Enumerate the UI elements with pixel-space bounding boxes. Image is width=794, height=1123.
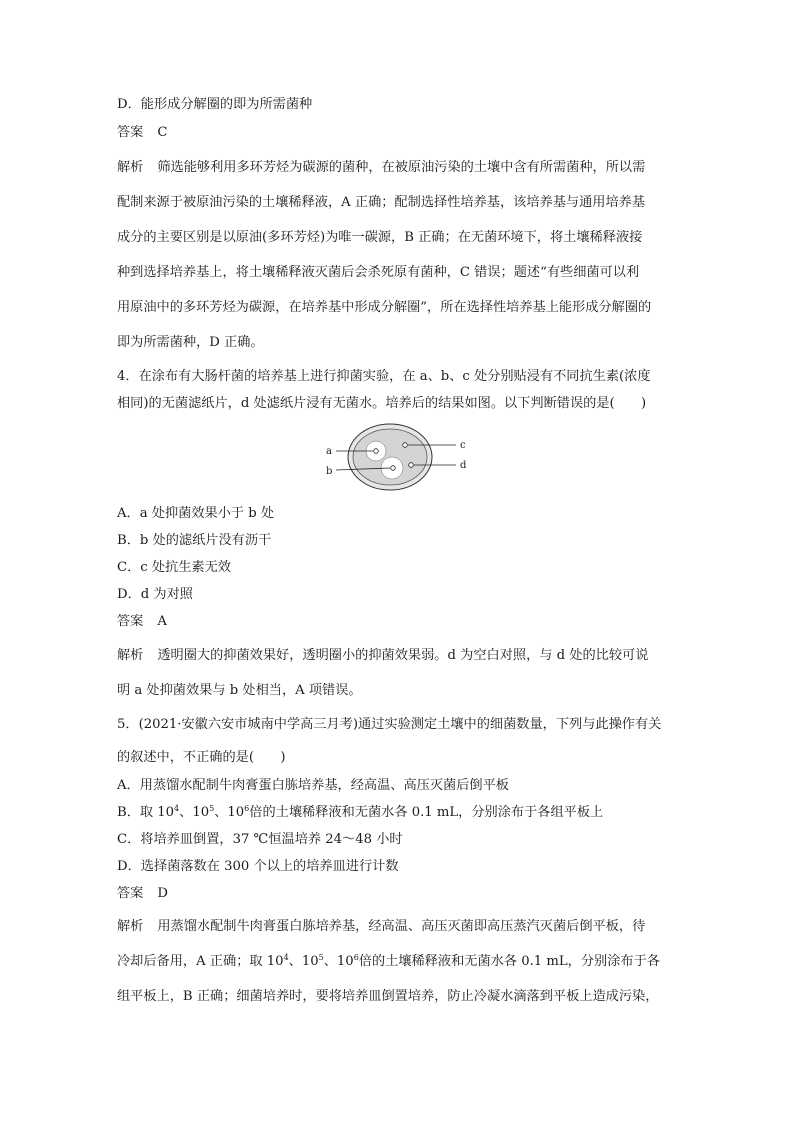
- q5-stem-line-2: 的叙述中，不正确的是( ): [117, 750, 286, 765]
- q4-answer-value: A: [157, 614, 167, 629]
- q5-answer: [117, 885, 168, 903]
- label-a: a: [326, 446, 332, 457]
- q3-explanation-line-6: 即为所需菌种，D 正确。: [117, 335, 264, 350]
- q4-option-c: C．c 处抗生素无效: [117, 560, 231, 575]
- q4-stem-line-2: 相同)的无菌滤纸片，d 处滤纸片浸有无菌水。培养后的结果如图。以下判断错误的是( ): [117, 396, 647, 411]
- q5-stem-line-1: 5．(2021·安徽六安市城南中学高三月考)通过实验测定土壤中的细菌数量，下列与此操作有关: [117, 717, 662, 732]
- q3-explanation-line-3: 成分的主要区别是以原油(多环芳烃)为唯一碳源，B 正确；在无菌环境下，将土壤稀释液接: [117, 230, 643, 245]
- q5-option-b: B．取 $10^4$、$10^5$、$10^6$倍的土壤稀释液和无菌水各 0.1 mL，分别涂布于各组平板上: [117, 804, 604, 820]
- q5-option-a: A．用蒸馏水配制牛肉膏蛋白胨培养基，经高温、高压灭菌后倒平板: [117, 778, 509, 793]
- q5-explanation-line-2: 冷却后备用，A 正确；取 $10^4$、$10^5$、$10^6$倍的土壤稀释液和无菌水各 0.1 mL，分别涂布于各: [117, 953, 660, 969]
- q3-explanation-line-1: 解析 筛选能够利用多环芳烃为碳源的菌种，在被原油污染的土壤中含有所需菌种，所以需: [117, 160, 646, 175]
- q3-explanation-line-4: 种到选择培养基上，将土壤稀释液灭菌后会杀死原有菌种，C 错误；题述“有些细菌可以利: [117, 265, 640, 280]
- q4-option-a: A．a 处抑菌效果小于 b 处: [117, 506, 275, 521]
- q5-answer-value: D: [157, 886, 168, 901]
- q3-explanation-line-5: 用原油中的多环芳烃为碳源，在培养基中形成分解圈”，所在选择性培养基上能形成分解圈的: [117, 300, 652, 315]
- label-c: c: [460, 440, 466, 451]
- q4-answer-label: 答案: [117, 614, 144, 629]
- q5-explanation-line-3: 组平板上，B 正确；细菌培养时，要将培养皿倒置培养，防止冷凝水滴落到平板上造成污染，: [117, 989, 659, 1004]
- label-b: b: [326, 466, 333, 477]
- q5-explanation-label: 解析: [117, 919, 144, 934]
- q4-option-b: B．b 处的滤纸片没有沥干: [117, 533, 272, 548]
- q4-explanation-label: 解析: [117, 648, 144, 663]
- q3-answer: [117, 124, 167, 142]
- petri-dish-figure: [322, 418, 472, 498]
- q3-answer-value: C: [157, 125, 168, 140]
- q3-option-d: D．能形成分解圈的即为所需菌种: [117, 97, 313, 112]
- q5-option-c: C．将培养皿倒置，37 ℃恒温培养 24～48 小时: [117, 832, 403, 847]
- label-d: d: [460, 460, 467, 471]
- q4-stem-line-1: 4．在涂布有大肠杆菌的培养基上进行抑菌实验，在 a、b、c 处分别贴浸有不同抗生素(浓度: [117, 369, 651, 384]
- q5-option-d: D．选择菌落数在 300 个以上的培养皿进行计数: [117, 859, 399, 874]
- q4-option-d: D．d 为对照: [117, 587, 193, 602]
- q3-explanation-label: 解析: [117, 160, 144, 175]
- q4-answer: [117, 613, 167, 631]
- q3-explanation-line-2: 配制来源于被原油污染的土壤稀释液，A 正确；配制选择性培养基，该培养基与通用培养基: [117, 195, 646, 210]
- q3-answer-label: 答案: [117, 125, 144, 140]
- q4-explanation-line-1: 解析 透明圈大的抑菌效果好，透明圈小的抑菌效果弱。d 为空白对照，与 d 处的比较可说: [117, 648, 649, 663]
- q4-explanation-line-2: 明 a 处抑菌效果与 b 处相当，A 项错误。: [117, 683, 362, 698]
- q5-explanation-line-1: 解析 用蒸馏水配制牛肉膏蛋白胨培养基，经高温、高压灭菌即高压蒸汽灭菌后倒平板，待: [117, 919, 646, 934]
- q5-answer-label: 答案: [117, 886, 144, 901]
